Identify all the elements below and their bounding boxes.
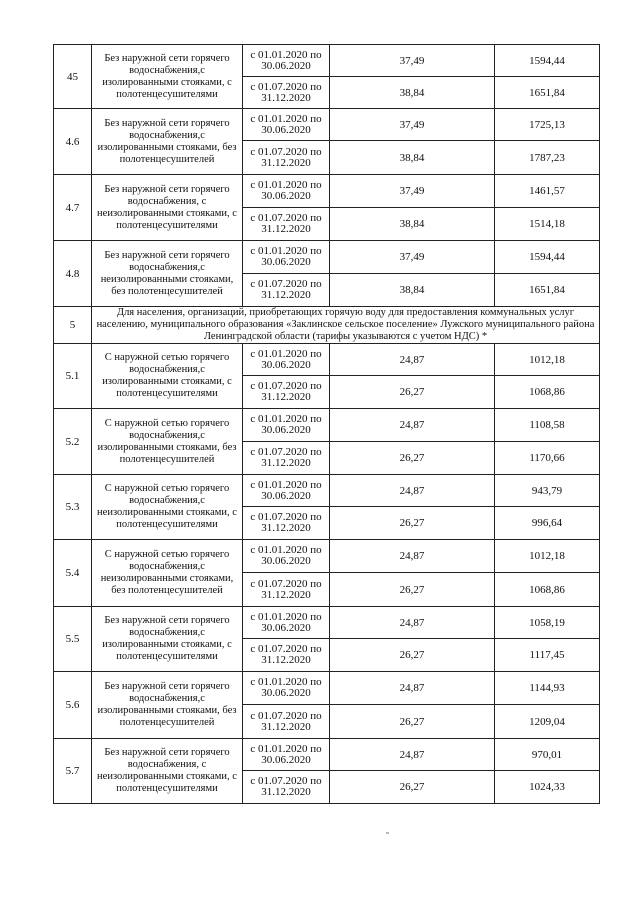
tariff-value-cell: 24,87 [330, 672, 495, 705]
tariff-value-cell: 38,84 [330, 208, 495, 241]
table-row [54, 344, 600, 376]
tariff-value-cell: 26,27 [330, 639, 495, 672]
tariff-total-cell: 1209,04 [495, 705, 600, 739]
row-number: 4.7 [54, 175, 92, 241]
row-description: С наружной сетью горячего водоснабжения,с изолированными стояками, с полотенцесушителями [92, 344, 243, 409]
table-row [54, 475, 600, 507]
period-cell: с 01.07.2020 по 31.12.2020 [243, 208, 330, 241]
period-cell: с 01.07.2020 по 31.12.2020 [243, 705, 330, 739]
tariff-value-cell: 24,87 [330, 607, 495, 639]
period-cell: с 01.01.2020 по 30.06.2020 [243, 607, 330, 639]
row-number: 5.3 [54, 475, 92, 540]
row-number: 5.1 [54, 344, 92, 409]
row-description: С наружной сетью горячего водоснабжения,с неизолированными стояками, с полотенцесушителями [92, 475, 243, 540]
period-cell: с 01.01.2020 по 30.06.2020 [243, 475, 330, 507]
tariff-value-cell: 24,87 [330, 739, 495, 771]
period-cell: с 01.01.2020 по 30.06.2020 [243, 739, 330, 771]
tariff-value-cell: 37,49 [330, 45, 495, 77]
tariff-total-cell: 1787,23 [495, 141, 600, 175]
tariff-total-cell: 970,01 [495, 739, 600, 771]
period-cell: с 01.07.2020 по 31.12.2020 [243, 141, 330, 175]
tariff-total-cell: 1170,66 [495, 442, 600, 475]
row-number: 5.2 [54, 409, 92, 475]
row-number: 5.7 [54, 739, 92, 804]
period-cell: с 01.01.2020 по 30.06.2020 [243, 344, 330, 376]
tariff-total-cell: 1012,18 [495, 540, 600, 573]
period-cell: с 01.01.2020 по 30.06.2020 [243, 45, 330, 77]
tariff-value-cell: 37,49 [330, 109, 495, 141]
tariff-value-cell: 26,27 [330, 705, 495, 739]
tariff-value-cell: 24,87 [330, 344, 495, 376]
row-description: Без наружной сети горячего водоснабжения,с изолированными стояками, без полотенцесушителей [92, 672, 243, 739]
row-number: 5.5 [54, 607, 92, 672]
period-cell: с 01.01.2020 по 30.06.2020 [243, 109, 330, 141]
period-cell: с 01.07.2020 по 31.12.2020 [243, 442, 330, 475]
tariff-total-cell: 1068,86 [495, 376, 600, 409]
period-cell: с 01.07.2020 по 31.12.2020 [243, 376, 330, 409]
tariff-total-cell: 1725,13 [495, 109, 600, 141]
row-description: С наружной сетью горячего водоснабжения,с изолированными стояками, без полотенцесушителей [92, 409, 243, 475]
tariff-total-cell: 1514,18 [495, 208, 600, 241]
tariff-value-cell: 37,49 [330, 241, 495, 274]
table-row [54, 672, 600, 705]
tariff-value-cell: 38,84 [330, 274, 495, 307]
tariff-value-cell: 38,84 [330, 77, 495, 109]
tariff-table [53, 44, 600, 804]
tariff-value-cell: 26,27 [330, 376, 495, 409]
period-cell: с 01.07.2020 по 31.12.2020 [243, 274, 330, 307]
table-row [54, 607, 600, 639]
tariff-total-cell: 1058,19 [495, 607, 600, 639]
table-row [54, 45, 600, 77]
tariff-value-cell: 24,87 [330, 475, 495, 507]
row-description: Без наружной сети горячего водоснабжения, с неизолированными стояками, с полотенцесушителями [92, 175, 243, 241]
tariff-total-cell: 1108,58 [495, 409, 600, 442]
row-description: С наружной сетью горячего водоснабжения,с неизолированными стояками, без полотенцесушителей [92, 540, 243, 607]
row-description: Без наружной сети горячего водоснабжения,с изолированными стояками, с полотенцесушителями [92, 607, 243, 672]
tariff-total-cell: 1594,44 [495, 45, 600, 77]
period-cell: с 01.07.2020 по 31.12.2020 [243, 77, 330, 109]
table-row [54, 409, 600, 442]
period-cell: с 01.01.2020 по 30.06.2020 [243, 175, 330, 208]
tariff-value-cell: 24,87 [330, 540, 495, 573]
row-number: 4.6 [54, 109, 92, 175]
period-cell: с 01.07.2020 по 31.12.2020 [243, 507, 330, 540]
tariff-value-cell: 24,87 [330, 409, 495, 442]
tariff-total-cell: 1012,18 [495, 344, 600, 376]
tariff-value-cell: 26,27 [330, 573, 495, 607]
tariff-total-cell: 1117,45 [495, 639, 600, 672]
row-number: 5.6 [54, 672, 92, 739]
tariff-total-cell: 1144,93 [495, 672, 600, 705]
row-description: Без наружной сети горячего водоснабжения, с неизолированными стояками, с полотенцесушителями [92, 739, 243, 804]
section-number: 5 [54, 307, 92, 344]
row-number: 4.8 [54, 241, 92, 307]
tariff-value-cell: 38,84 [330, 141, 495, 175]
period-cell: с 01.01.2020 по 30.06.2020 [243, 672, 330, 705]
period-cell: с 01.01.2020 по 30.06.2020 [243, 241, 330, 274]
tariff-total-cell: 996,64 [495, 507, 600, 540]
tariff-total-cell: 1068,86 [495, 573, 600, 607]
row-number: 45 [54, 45, 92, 109]
section-row [54, 307, 600, 344]
tariff-total-cell: 1651,84 [495, 274, 600, 307]
row-number: 5.4 [54, 540, 92, 607]
tariff-total-cell: 1651,84 [495, 77, 600, 109]
table-row [54, 175, 600, 208]
row-description: Без наружной сети горячего водоснабжения,с неизолированными стояками, без полотенцесушителей [92, 241, 243, 307]
tariff-value-cell: 37,49 [330, 175, 495, 208]
period-cell: с 01.07.2020 по 31.12.2020 [243, 771, 330, 804]
row-description: Без наружной сети горячего водоснабжения,с изолированными стояками, с полотенцесушителями [92, 45, 243, 109]
tariff-total-cell: 1461,57 [495, 175, 600, 208]
tariff-total-cell: 1594,44 [495, 241, 600, 274]
tariff-value-cell: 26,27 [330, 442, 495, 475]
period-cell: с 01.07.2020 по 31.12.2020 [243, 573, 330, 607]
period-cell: с 01.01.2020 по 30.06.2020 [243, 409, 330, 442]
tariff-value-cell: 26,27 [330, 771, 495, 804]
table-row [54, 241, 600, 274]
section-title: Для населения, организаций, приобретающих горячую воду для предоставления коммунальных услуг населению, муниципального образования «Заклинское сельское поселение» Лужского муниципального района Ленинградской области (тарифы указываются с учетом НДС) * [92, 307, 600, 344]
period-cell: с 01.07.2020 по 31.12.2020 [243, 639, 330, 672]
table-row [54, 540, 600, 573]
table-row [54, 109, 600, 141]
scan-mark [386, 832, 389, 834]
tariff-total-cell: 1024,33 [495, 771, 600, 804]
period-cell: с 01.01.2020 по 30.06.2020 [243, 540, 330, 573]
table-row [54, 739, 600, 771]
tariff-value-cell: 26,27 [330, 507, 495, 540]
tariff-total-cell: 943,79 [495, 475, 600, 507]
row-description: Без наружной сети горячего водоснабжения,с изолированными стояками, без полотенцесушителей [92, 109, 243, 175]
